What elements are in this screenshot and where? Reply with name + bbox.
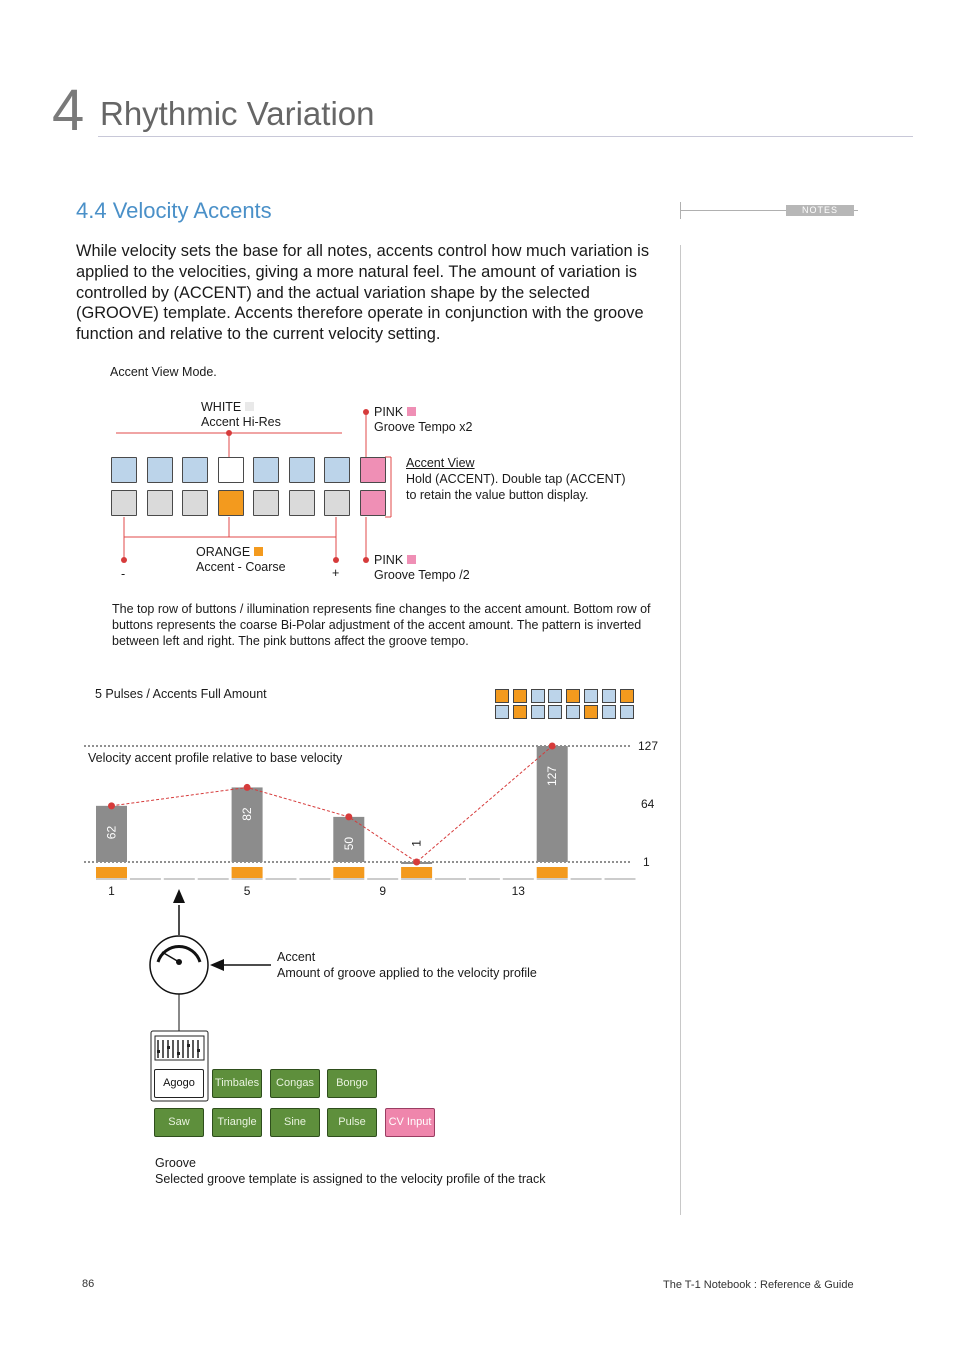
- accent-title: Accent: [277, 950, 316, 964]
- accent-desc: Amount of groove applied to the velocity profile: [277, 966, 537, 980]
- groove-desc: Selected groove template is assigned to the velocity profile of the track: [155, 1172, 546, 1186]
- groove-button-sine[interactable]: Sine: [270, 1108, 320, 1137]
- accent-view-caption: Accent View Mode.: [110, 365, 217, 379]
- chapter-title: Rhythmic Variation: [100, 95, 375, 132]
- groove-button-triangle[interactable]: Triangle: [212, 1108, 262, 1137]
- x-tick-label: 13: [511, 884, 525, 898]
- white-label-text: WHITE: [201, 400, 242, 414]
- y-tick-label: 1: [643, 855, 650, 869]
- notes-badge: NOTES: [786, 205, 854, 216]
- groove-button-bongo[interactable]: Bongo: [327, 1069, 377, 1098]
- bar-value-label: 82: [240, 807, 255, 821]
- pink-top-label-text: PINK: [374, 405, 404, 419]
- page-number: 86: [82, 1278, 95, 1290]
- bar-value-label: 50: [341, 836, 356, 851]
- plus-label: +: [332, 566, 340, 580]
- intro-paragraph: While velocity sets the base for all notes, accents control how much variation is applied to the velocities, giving a more natural feel. The amount of variation is controlled by (ACCENT) and the actual variation shape by the selected (GROOVE) template. Accents therefore operate in conjunction with the groove function and relative to the current velocity setting.: [76, 242, 650, 344]
- y-tick-label: 64: [641, 797, 655, 811]
- accent-view-desc-1: Hold (ACCENT). Double tap (ACCENT): [406, 472, 626, 486]
- accent-view-title: Accent View: [406, 456, 475, 470]
- y-tick-label: 127: [638, 739, 659, 753]
- x-tick-label: 9: [379, 884, 387, 898]
- chapter-number: 4: [52, 78, 85, 143]
- groove-title: Groove: [155, 1156, 196, 1170]
- bar-value-label: 1: [409, 840, 424, 847]
- x-tick-label: 1: [108, 884, 115, 898]
- pink-top-desc: Groove Tempo x2: [374, 420, 473, 434]
- groove-button-congas[interactable]: Congas: [270, 1069, 320, 1098]
- pink-bottom-desc: Groove Tempo /2: [374, 568, 470, 582]
- minus-label: -: [121, 567, 126, 581]
- groove-button-timbales[interactable]: Timbales: [212, 1069, 262, 1098]
- pulses-title: 5 Pulses / Accents Full Amount: [95, 687, 267, 701]
- orange-label-text: ORANGE: [196, 545, 251, 559]
- white-desc: Accent Hi-Res: [201, 415, 281, 429]
- groove-button-pulse[interactable]: Pulse: [327, 1108, 377, 1137]
- groove-button-cv-input[interactable]: CV Input: [385, 1108, 435, 1137]
- bar-value-label: 62: [104, 825, 119, 840]
- groove-button-saw[interactable]: Saw: [154, 1108, 204, 1137]
- pink-bottom-label-text: PINK: [374, 553, 404, 567]
- section-title: 4.4 Velocity Accents: [76, 198, 272, 223]
- accent-view-desc-2: to retain the value button display.: [406, 488, 589, 502]
- profile-label: Velocity accent profile relative to base velocity: [88, 751, 343, 765]
- bar-value-label: 127: [545, 766, 560, 787]
- document-title: The T-1 Notebook : Reference & Guide: [663, 1279, 854, 1291]
- accent-view-explanation: The top row of buttons / illumination represents fine changes to the accent amount. Bottom row of buttons represents the coarse Bi-Polar adjustment of the accent amount. The pattern is inverted between left and right. The pink buttons affect the groove tempo.: [112, 602, 651, 648]
- groove-button-agogo[interactable]: Agogo: [154, 1069, 204, 1098]
- x-tick-label: 5: [243, 884, 251, 898]
- orange-desc: Accent - Coarse: [196, 560, 286, 574]
